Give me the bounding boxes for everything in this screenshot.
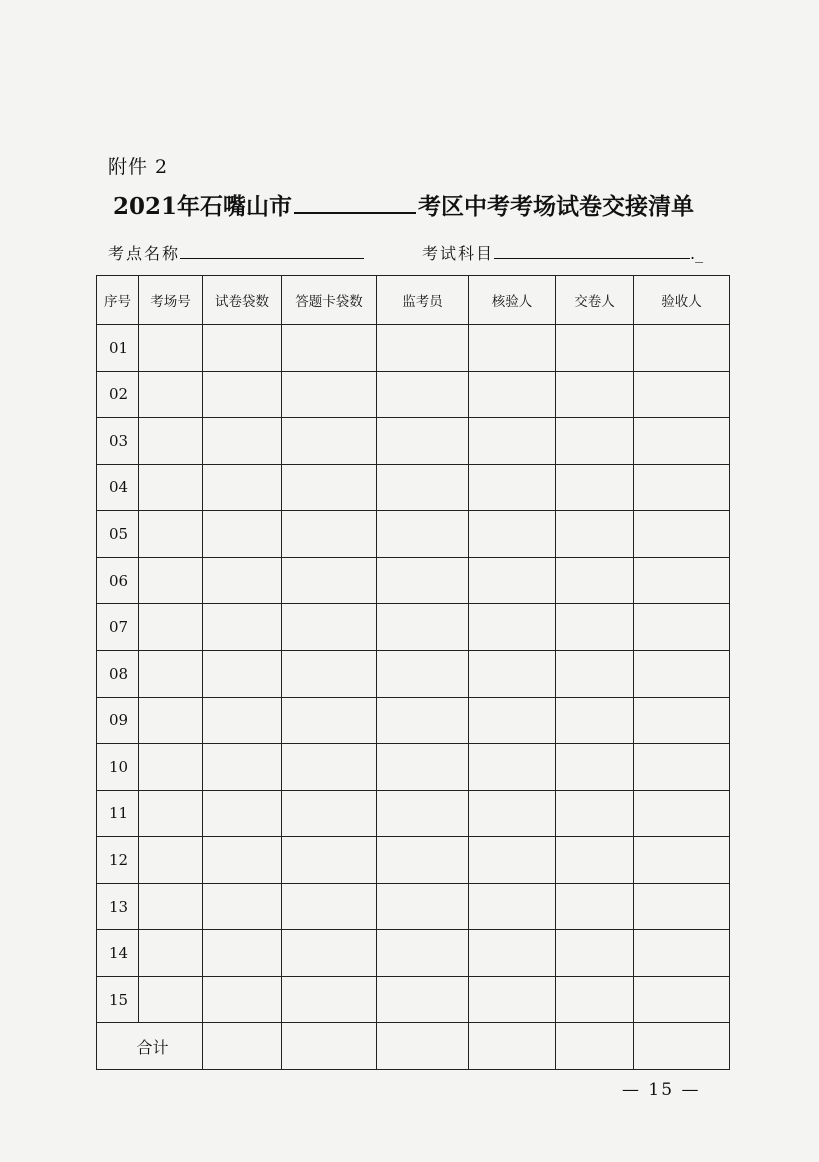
blank-cell[interactable] (469, 325, 556, 372)
blank-cell[interactable] (634, 557, 730, 604)
blank-cell[interactable] (634, 883, 730, 930)
blank-cell[interactable] (282, 930, 377, 977)
blank-cell[interactable] (203, 930, 282, 977)
table-row (97, 511, 730, 558)
blank-cell[interactable] (203, 790, 282, 837)
exam-site-field[interactable] (180, 244, 364, 259)
row-number: 15 (97, 976, 139, 1023)
total-label: 合计 (97, 1023, 203, 1070)
subject-tail: ._ (690, 244, 704, 263)
blank-cell[interactable] (469, 557, 556, 604)
blank-cell[interactable] (469, 604, 556, 651)
blank-cell[interactable] (139, 604, 203, 651)
blank-cell[interactable] (139, 837, 203, 884)
blank-cell[interactable] (139, 697, 203, 744)
blank-cell[interactable] (139, 744, 203, 791)
blank-cell[interactable] (634, 976, 730, 1023)
header-cell: 监考员 (377, 276, 469, 325)
attachment-label: 附件 2 (108, 156, 169, 178)
blank-cell[interactable] (556, 511, 634, 558)
row-number: 09 (97, 697, 139, 744)
table-row (97, 464, 730, 511)
blank-cell[interactable] (556, 371, 634, 418)
blank-cell[interactable] (282, 650, 377, 697)
blank-cell[interactable] (556, 325, 634, 372)
table-row (97, 976, 730, 1023)
blank-cell[interactable] (469, 464, 556, 511)
blank-cell[interactable] (556, 930, 634, 977)
blank-cell[interactable] (203, 557, 282, 604)
blank-cell[interactable] (282, 557, 377, 604)
blank-cell[interactable] (469, 790, 556, 837)
table-row (97, 371, 730, 418)
blank-cell[interactable] (139, 464, 203, 511)
blank-cell[interactable] (634, 837, 730, 884)
blank-cell[interactable] (556, 418, 634, 465)
blank-cell[interactable] (377, 511, 469, 558)
blank-cell[interactable] (634, 650, 730, 697)
blank-cell[interactable] (634, 511, 730, 558)
blank-cell[interactable] (377, 930, 469, 977)
table-row (97, 883, 730, 930)
blank-cell[interactable] (282, 464, 377, 511)
blank-cell[interactable] (556, 976, 634, 1023)
blank-cell[interactable] (377, 976, 469, 1023)
blank-cell[interactable] (139, 976, 203, 1023)
blank-cell[interactable] (203, 650, 282, 697)
row-number: 02 (97, 371, 139, 418)
blank-cell[interactable] (282, 418, 377, 465)
blank-cell[interactable] (203, 325, 282, 372)
row-number: 10 (97, 744, 139, 791)
title-suffix: 考区中考考场试卷交接清单 (418, 193, 695, 220)
document-title (113, 188, 733, 221)
row-number: 14 (97, 930, 139, 977)
blank-cell[interactable] (377, 325, 469, 372)
header-cell: 验收人 (634, 276, 730, 325)
blank-cell[interactable] (634, 418, 730, 465)
table-row (97, 325, 730, 372)
blank-cell[interactable] (469, 837, 556, 884)
header-cell: 交卷人 (556, 276, 634, 325)
page-number: — 15 — (622, 1080, 701, 1100)
table-header-row (97, 276, 730, 325)
row-number: 13 (97, 883, 139, 930)
blank-cell[interactable] (556, 837, 634, 884)
blank-cell[interactable] (556, 464, 634, 511)
blank-cell[interactable] (469, 883, 556, 930)
exam-subject-label: 考试科目 (422, 244, 495, 263)
blank-cell[interactable] (634, 930, 730, 977)
blank-cell[interactable] (139, 930, 203, 977)
row-number: 08 (97, 650, 139, 697)
blank-cell[interactable] (139, 557, 203, 604)
blank-cell[interactable] (203, 1023, 282, 1070)
blank-cell[interactable] (556, 1023, 634, 1070)
blank-cell[interactable] (634, 1023, 730, 1070)
blank-cell[interactable] (282, 883, 377, 930)
blank-cell[interactable] (556, 744, 634, 791)
blank-cell[interactable] (377, 371, 469, 418)
blank-cell[interactable] (377, 604, 469, 651)
blank-cell[interactable] (469, 418, 556, 465)
header-cell: 考场号 (139, 276, 203, 325)
exam-subject-field[interactable] (494, 244, 690, 259)
blank-cell[interactable] (203, 511, 282, 558)
row-number: 07 (97, 604, 139, 651)
blank-cell[interactable] (139, 883, 203, 930)
table-row (97, 418, 730, 465)
blank-cell[interactable] (282, 1023, 377, 1070)
handover-table (96, 275, 730, 1070)
blank-cell[interactable] (377, 650, 469, 697)
blank-cell[interactable] (139, 371, 203, 418)
blank-cell[interactable] (556, 557, 634, 604)
blank-cell[interactable] (282, 371, 377, 418)
table-row (97, 650, 730, 697)
blank-cell[interactable] (139, 650, 203, 697)
blank-cell[interactable] (634, 604, 730, 651)
table-row (97, 557, 730, 604)
blank-cell[interactable] (139, 325, 203, 372)
blank-cell[interactable] (139, 418, 203, 465)
blank-cell[interactable] (634, 371, 730, 418)
blank-cell[interactable] (282, 790, 377, 837)
table-row (97, 930, 730, 977)
row-number: 12 (97, 837, 139, 884)
blank-cell[interactable] (634, 697, 730, 744)
blank-cell[interactable] (203, 976, 282, 1023)
blank-cell[interactable] (377, 837, 469, 884)
header-cell: 试卷袋数 (203, 276, 282, 325)
blank-cell[interactable] (203, 837, 282, 884)
blank-cell[interactable] (282, 976, 377, 1023)
blank-cell[interactable] (556, 883, 634, 930)
table-row (97, 837, 730, 884)
blank-cell[interactable] (556, 697, 634, 744)
blank-cell[interactable] (556, 604, 634, 651)
row-number: 01 (97, 325, 139, 372)
exam-meta-line (108, 241, 728, 264)
header-cell: 序号 (97, 276, 139, 325)
blank-cell[interactable] (203, 464, 282, 511)
blank-cell[interactable] (203, 371, 282, 418)
row-number: 04 (97, 464, 139, 511)
blank-cell[interactable] (377, 790, 469, 837)
blank-cell[interactable] (282, 744, 377, 791)
blank-cell[interactable] (469, 976, 556, 1023)
header-cell: 答题卡袋数 (282, 276, 377, 325)
blank-cell[interactable] (139, 511, 203, 558)
blank-cell[interactable] (634, 744, 730, 791)
title-prefix: 2021年石嘴山市 (113, 193, 293, 220)
blank-cell[interactable] (469, 650, 556, 697)
blank-cell[interactable] (469, 744, 556, 791)
blank-cell[interactable] (556, 790, 634, 837)
exam-site-label: 考点名称 (108, 244, 181, 263)
blank-cell[interactable] (469, 697, 556, 744)
total-row (97, 1023, 730, 1070)
blank-cell[interactable] (282, 604, 377, 651)
blank-cell[interactable] (377, 1023, 469, 1070)
row-number: 11 (97, 790, 139, 837)
blank-cell[interactable] (282, 511, 377, 558)
blank-cell[interactable] (203, 744, 282, 791)
table-row (97, 744, 730, 791)
blank-cell[interactable] (377, 883, 469, 930)
blank-cell[interactable] (469, 930, 556, 977)
header-cell: 核验人 (469, 276, 556, 325)
blank-cell[interactable] (377, 557, 469, 604)
blank-cell[interactable] (203, 604, 282, 651)
blank-cell[interactable] (139, 790, 203, 837)
blank-cell[interactable] (203, 697, 282, 744)
blank-cell[interactable] (377, 744, 469, 791)
blank-cell[interactable] (634, 790, 730, 837)
blank-cell[interactable] (203, 883, 282, 930)
blank-cell[interactable] (469, 1023, 556, 1070)
table-row (97, 697, 730, 744)
blank-cell[interactable] (282, 697, 377, 744)
title-blank-line[interactable] (294, 208, 416, 214)
table-row (97, 604, 730, 651)
blank-cell[interactable] (634, 325, 730, 372)
blank-cell[interactable] (282, 837, 377, 884)
blank-cell[interactable] (634, 464, 730, 511)
blank-cell[interactable] (377, 418, 469, 465)
blank-cell[interactable] (469, 511, 556, 558)
blank-cell[interactable] (282, 325, 377, 372)
row-number: 06 (97, 557, 139, 604)
row-number: 05 (97, 511, 139, 558)
table-row (97, 790, 730, 837)
blank-cell[interactable] (377, 697, 469, 744)
blank-cell[interactable] (556, 650, 634, 697)
row-number: 03 (97, 418, 139, 465)
blank-cell[interactable] (203, 418, 282, 465)
blank-cell[interactable] (377, 464, 469, 511)
blank-cell[interactable] (469, 371, 556, 418)
